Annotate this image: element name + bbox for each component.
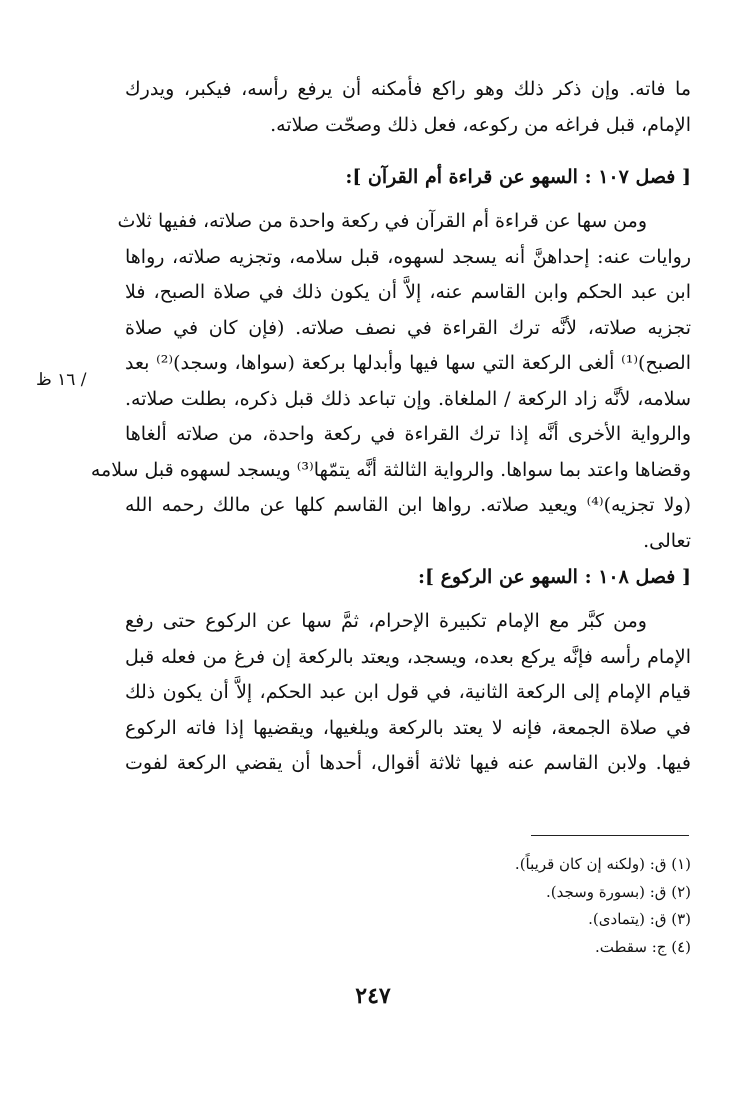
section-heading-107: [125, 160, 691, 196]
footnote: (٤) ج: سقطت.: [594, 937, 691, 956]
text-line: الإمام رأسه فإنَّه يركع بعده، ويسجد، ويعتد بالركعة إن فرغ من فعله قبل: [125, 645, 691, 668]
text-line: في صلاة الجمعة، فإنه لا يعتد بالركعة ويلغيها، ويقضيها إذا فاته الركوع: [125, 716, 691, 739]
text-line: الإمام، قبل فراغه من ركوعه، فعل ذلك وصحّت صلاته.: [270, 113, 691, 136]
text-line: تعالى.: [643, 529, 691, 552]
margin-folio-note: / ١٦ ظ: [36, 370, 87, 390]
section-heading: [ فصل ١٠٨ : السهو عن الركوع ]:: [417, 566, 691, 588]
text-line: ومن كبَّر مع الإمام تكبيرة الإحرام، ثمَّ سها عن الركوع حتى رفع: [125, 610, 647, 632]
page-number: ٢٤٧: [355, 983, 391, 1009]
text-line: وقضاها واعتد بما سواها. والرواية الثالثة أنَّه يتمّها⁽³⁾ ويسجد لسهوه قبل سلامه: [90, 458, 691, 481]
footnote: (٣) ق: (يتمادى).: [588, 910, 691, 928]
section-heading-108: [125, 560, 691, 596]
paragraph-continuation: [125, 72, 691, 143]
footnote: (٢) ق: (بسورة وسجد).: [545, 882, 691, 901]
text-line: روايات عنه: إحداهنَّ أنه يسجد لسهوه، قبل سلامه، وتجزيه صلاته، رواها: [125, 245, 691, 268]
text-line: ما فاته. وإن ذكر ذلك وهو راكع فأمكنه أن يرفع رأسه، فيكبر، ويدرك: [125, 78, 691, 100]
footnotes: [300, 851, 691, 961]
text-line: فيها. ولابن القاسم عنه فيها ثلاثة أقوال، أحدها أن يقضي الركعة لفوت: [125, 752, 691, 774]
section-heading: [ فصل ١٠٧ : السهو عن قراءة أم القرآن ]:: [345, 166, 691, 188]
text-line: والرواية الأخرى أنَّه إذا ترك القراءة في ركعة واحدة، من صلاته ألغاها: [125, 423, 691, 445]
text-line: قيام الإمام إلى الركعة الثانية، في قول ابن عبد الحكم، إلاَّ أن يكون ذلك: [125, 681, 691, 703]
text-line: سلامه، لأنَّه زاد الركعة / الملغاة. وإن تباعد ذلك قبل ذكره، بطلت صلاته.: [125, 387, 691, 410]
footnote: (١) ق: (ولكنه إن كان قريباً).: [514, 855, 691, 873]
text-line: ومن سها عن قراءة أم القرآن في ركعة واحدة من صلاته، ففيها ثلاث: [117, 210, 647, 232]
text-line: الصبح)⁽¹⁾ ألغى الركعة التي سها فيها وأبدلها بركعة (سواها، وسجد)⁽²⁾ بعد: [125, 352, 691, 374]
footnote-divider: [531, 835, 689, 836]
paragraph-section-108: [125, 604, 691, 782]
paragraph-section-107: [90, 204, 691, 559]
text-line: (ولا تجزيه)⁽⁴⁾ ويعيد صلاته. رواها ابن القاسم كلها عن مالك رحمه الله: [125, 494, 691, 516]
text-line: تجزيه صلاته، لأنَّه ترك القراءة في نصف صلاته. (فإن كان في صلاة: [125, 316, 691, 339]
text-line: ابن عبد الحكم وابن القاسم عنه، إلاَّ أن يكون ذلك في صلاة الصبح، فلا: [125, 281, 691, 303]
